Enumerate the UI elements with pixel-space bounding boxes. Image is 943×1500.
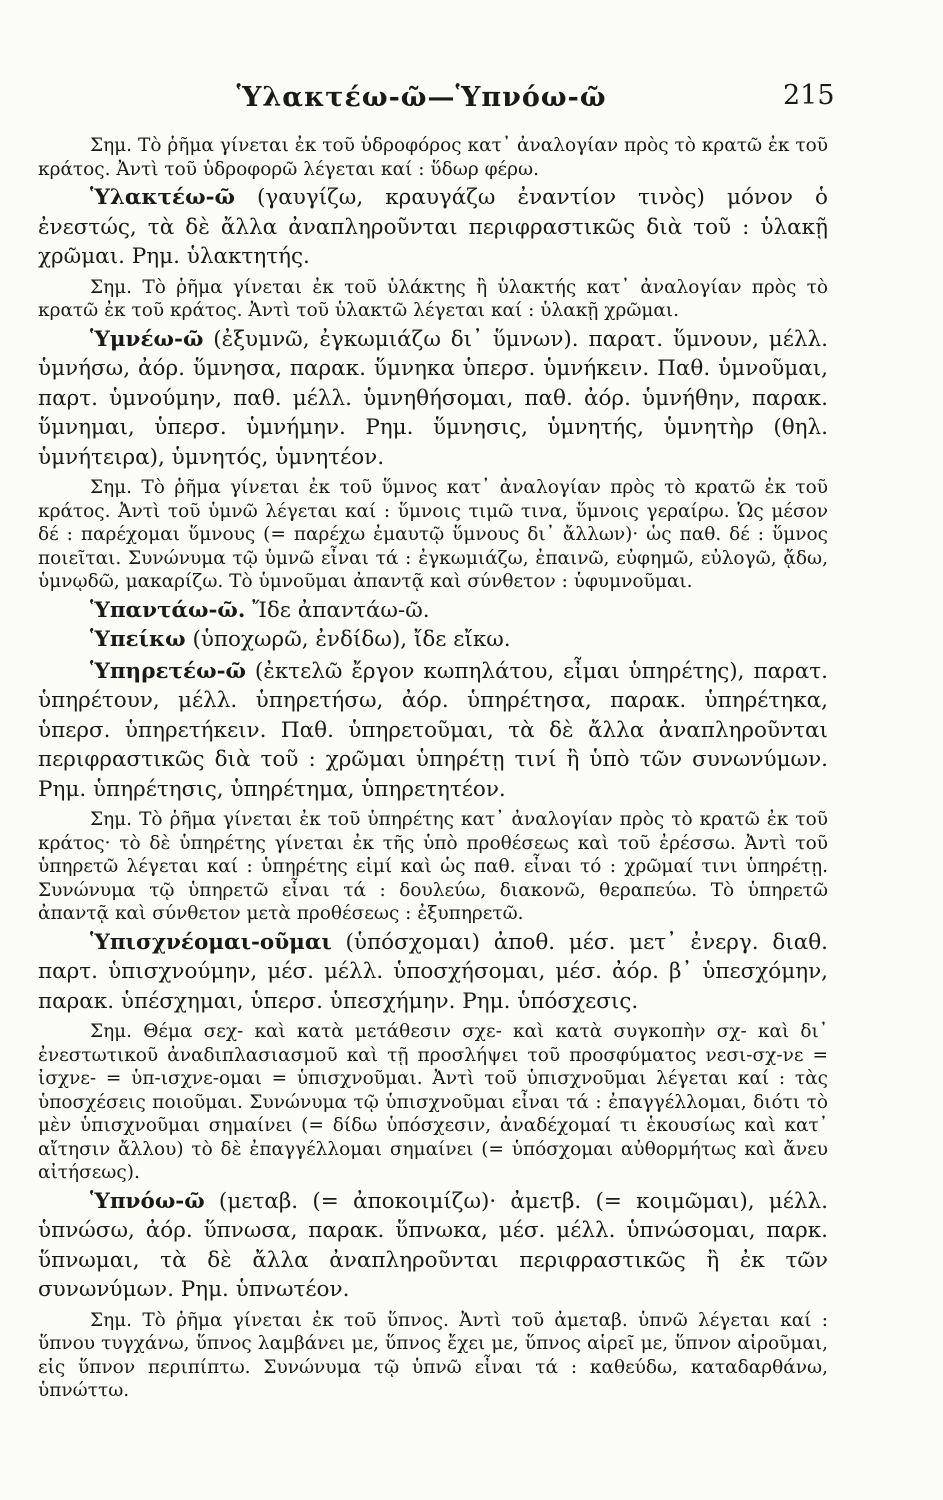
note-paragraph: Σημ. Τὸ ῥῆμα γίνεται ἐκ τοῦ ὑπηρέτης κατ᾽ ἀναλογίαν πρὸς τὸ κρατῶ ἐκ τοῦ κράτος· τὸ δὲ ὑπηρέτης γίνεται ἐκ τῆς ὑπὸ προθέσεως καὶ τοῦ ἐρέσσω. Ἀντὶ τοῦ ὑπηρετῶ λέγεται καί : ὑπηρέτης εἰμί καὶ ὡς παθ. εἶναι τό : χρῶμαί τινι ὑπηρέτῃ. Συνώνυμα τῷ ὑπηρετῶ εἶναι τά : δουλεύω, διακονῶ, θεραπεύω. Τὸ ὑπηρετῶ ἀπαντᾷ καὶ σύνθετον μετὰ προθέσεως : ἐξυπηρετῶ. [38, 809, 828, 924]
dictionary-entry [38, 625, 828, 655]
entry-headword: Ὑπισχνέομαι-οῦμαι [90, 929, 332, 955]
page-number: 215 [783, 80, 835, 111]
dictionary-entry [38, 325, 828, 473]
note-paragraph: Σημ. Τὸ ῥῆμα γίνεται ἐκ τοῦ ὑδροφόρος κατ᾽ ἀναλογίαν πρὸς τὸ κρατῶ ἐκ τοῦ κράτος. Ἀντὶ τοῦ ὑδροφορῶ λέγεται καί : ὕδωρ φέρω. [38, 135, 828, 180]
dictionary-entry [38, 596, 828, 626]
entry-headword: Ὑπείκω [90, 627, 186, 652]
entry-headword: Ὑπνόω-ῶ [90, 1188, 205, 1214]
entry-headword: Ὑμνέω-ῶ [90, 326, 204, 352]
page-body [38, 130, 828, 1403]
entry-text: (ὑπόσχομαι) ἀποθ. μέσ. μετ᾽ ἐνεργ. διαθ. παρτ. ὑπισχνούμην, μέσ. μέλλ. ὑποσχήσομαι, μέσ. ἀόρ. β᾽ ὑπεσχόμην, παρακ. ὑπέσχημαι, ὑπερσ. ὑπεσχήμην. Ρημ. ὑπόσχεσις. [38, 929, 828, 1014]
entry-headword: Ὑπαντάω-ῶ. [90, 597, 246, 623]
entry-text: (ἐκτελῶ ἔργον κωπηλάτου, εἶμαι ὑπηρέτης), παρατ. ὑπηρέτουν, μέλλ. ὑπηρετήσω, ἀόρ. ὑπηρέτησα, παρακ. ὑπηρέτηκα, ὑπερσ. ὑπηρετήκειν. Παθ. ὑπηρετοῦμαι, τὰ δὲ ἄλλα ἀναπληροῦνται περιφραστικῶς διὰ τοῦ : χρῶμαι ὑπηρέτῃ τινί ἢ ὑπὸ τῶν συνωνύμων. Ρημ. ὑπηρέτησις, ὑπηρέτημα, ὑπηρετητέον. [38, 658, 828, 802]
entry-text: (ὑποχωρῶ, ἐνδίδω), ἴδε εἴκω. [185, 627, 511, 652]
running-header: Ὑλακτέω-ῶ—Ὑπνόω-ῶ [236, 82, 607, 113]
entry-text: Ἴδε ἀπαντάω-ῶ. [245, 597, 430, 623]
dictionary-entry [38, 657, 828, 805]
entry-headword: Ὑπηρετέω-ῶ [90, 658, 246, 684]
note-paragraph: Σημ. Τὸ ῥῆμα γίνεται ἐκ τοῦ ὕπνος. Ἀντὶ τοῦ ἀμεταβ. ὑπνῶ λέγεται καί : ὕπνου τυγχάνω, ὕπνος λαμβάνει με, ὕπνος ἔχει με, ὕπνος αἱρεῖ με, ὕπνον αἱροῦμαι, εἰς ὕπνον περιπίπτω. Συνώνυμα τῷ ὑπνῶ εἶναι τά : καθεύδω, καταδαρθάνω, ὑπνώττω. [38, 1309, 828, 1401]
entry-text: (ἐξυμνῶ, ἐγκωμιάζω δι᾽ ὕμνων). παρατ. ὕμνουν, μέλλ. ὑμνήσω, ἀόρ. ὕμνησα, παρακ. ὕμνηκα ὑπερσ. ὑμνήκειν. Παθ. ὑμνοῦμαι, παρτ. ὑμνούμην, παθ. μέλλ. ὑμνηθήσομαι, παθ. ἀόρ. ὑμνήθην, παρακ. ὕμνημαι, ὑπερσ. ὑμνήμην. Ρημ. ὕμνησις, ὑμνητής, ὑμνητὴρ (θηλ. ὑμνήτειρα), ὑμνητός, ὑμνητέον. [38, 326, 828, 470]
note-paragraph: Σημ. Τὸ ῥῆμα γίνεται ἐκ τοῦ ὑλάκτης ἢ ὑλακτής κατ᾽ ἀναλογίαν πρὸς τὸ κρατῶ ἐκ τοῦ κράτος. Ἀντὶ τοῦ ὑλακτῶ λέγεται καί : ὑλακῇ χρῶμαι. [38, 276, 828, 321]
dictionary-entry [38, 928, 828, 1017]
note-paragraph: Σημ. Θέμα σεχ- καὶ κατὰ μετάθεσιν σχε- καὶ κατὰ συγκοπὴν σχ- καὶ δι᾽ ἐνεστωτικοῦ ἀναδιπλασιασμοῦ καὶ τῇ προσλήψει τοῦ προσφύματος νεσι-σχ-νε = ἰσχνε- = ὑπ-ισχνε-ομαι = ὑπισχνοῦμαι. Ἀντὶ τοῦ ὑπισχνοῦμαι λέγεται καί : τὰς ὑποσχέσεις ποιοῦμαι. Συνώνυμα τῷ ὑπισχνοῦμαι εἶναι τά : ἐπαγγέλλομαι, διότι τὸ μὲν ὑπισχνοῦμαι σημαίνει (= δίδω ὑπόσχεσιν, ἀναδέχομαί τι ἑκουσίως καὶ κατ᾽ αἴτησιν ἄλλου) τὸ δὲ ἐπαγγέλλομαι σημαίνει (= ὑπόσχομαι αὐθορμήτως καὶ ἄνευ αἰτήσεως). [38, 1021, 828, 1183]
entry-text: (μεταβ. (= ἀποκοιμίζω)· ἀμετβ. (= κοιμῶμαι), μέλλ. ὑπνώσω, ἀόρ. ὕπνωσα, παρακ. ὕπνωκα, μέσ. μέλλ. ὑπνώσομαι, παρκ. ὕπνωμαι, τὰ δὲ ἄλλα ἀναπληροῦνται περιφραστικῶς ἢ ἐκ τῶν συνωνύμων. Ρημ. ὑπνωτέον. [38, 1188, 828, 1302]
note-paragraph: Σημ. Τὸ ῥῆμα γίνεται ἐκ τοῦ ὕμνος κατ᾽ ἀναλογίαν πρὸς τὸ κρατῶ ἐκ τοῦ κράτος. Ἀντὶ τοῦ ὑμνῶ λέγεται καί : ὕμνοις τιμῶ τινα, ὕμνοις γεραίρω. Ὡς μέσον δέ : παρέχομαι ὕμνους (= παρέχω ἐμαυτῷ ὕμνους δι᾽ ἄλλων)· ὡς παθ. δέ : ὕμνος ποιεῖται. Συνώνυμα τῷ ὑμνῶ εἶναι τά : ἐγκωμιάζω, ἐπαινῶ, εὐφημῶ, εὐλογῶ, ᾄδω, ὑμνῳδῶ, μακαρίζω. Τὸ ὑμνοῦμαι ἀπαντᾷ καὶ σύνθετον : ὑφυμνοῦμαι. [38, 477, 828, 592]
dictionary-entry [38, 1187, 828, 1305]
entry-headword: Ὑλακτέω-ῶ [90, 185, 235, 210]
entry-text: (γαυγίζω, κραυγάζω ἐναντίον τινὸς) μόνον ὁ ἐνεστώς, τὰ δὲ ἄλλα ἀναπληροῦνται περιφραστικῶς διὰ τοῦ : ὑλακῇ χρῶμαι. Ρημ. ὑλακτητής. [38, 185, 828, 269]
dictionary-entry [38, 183, 828, 272]
